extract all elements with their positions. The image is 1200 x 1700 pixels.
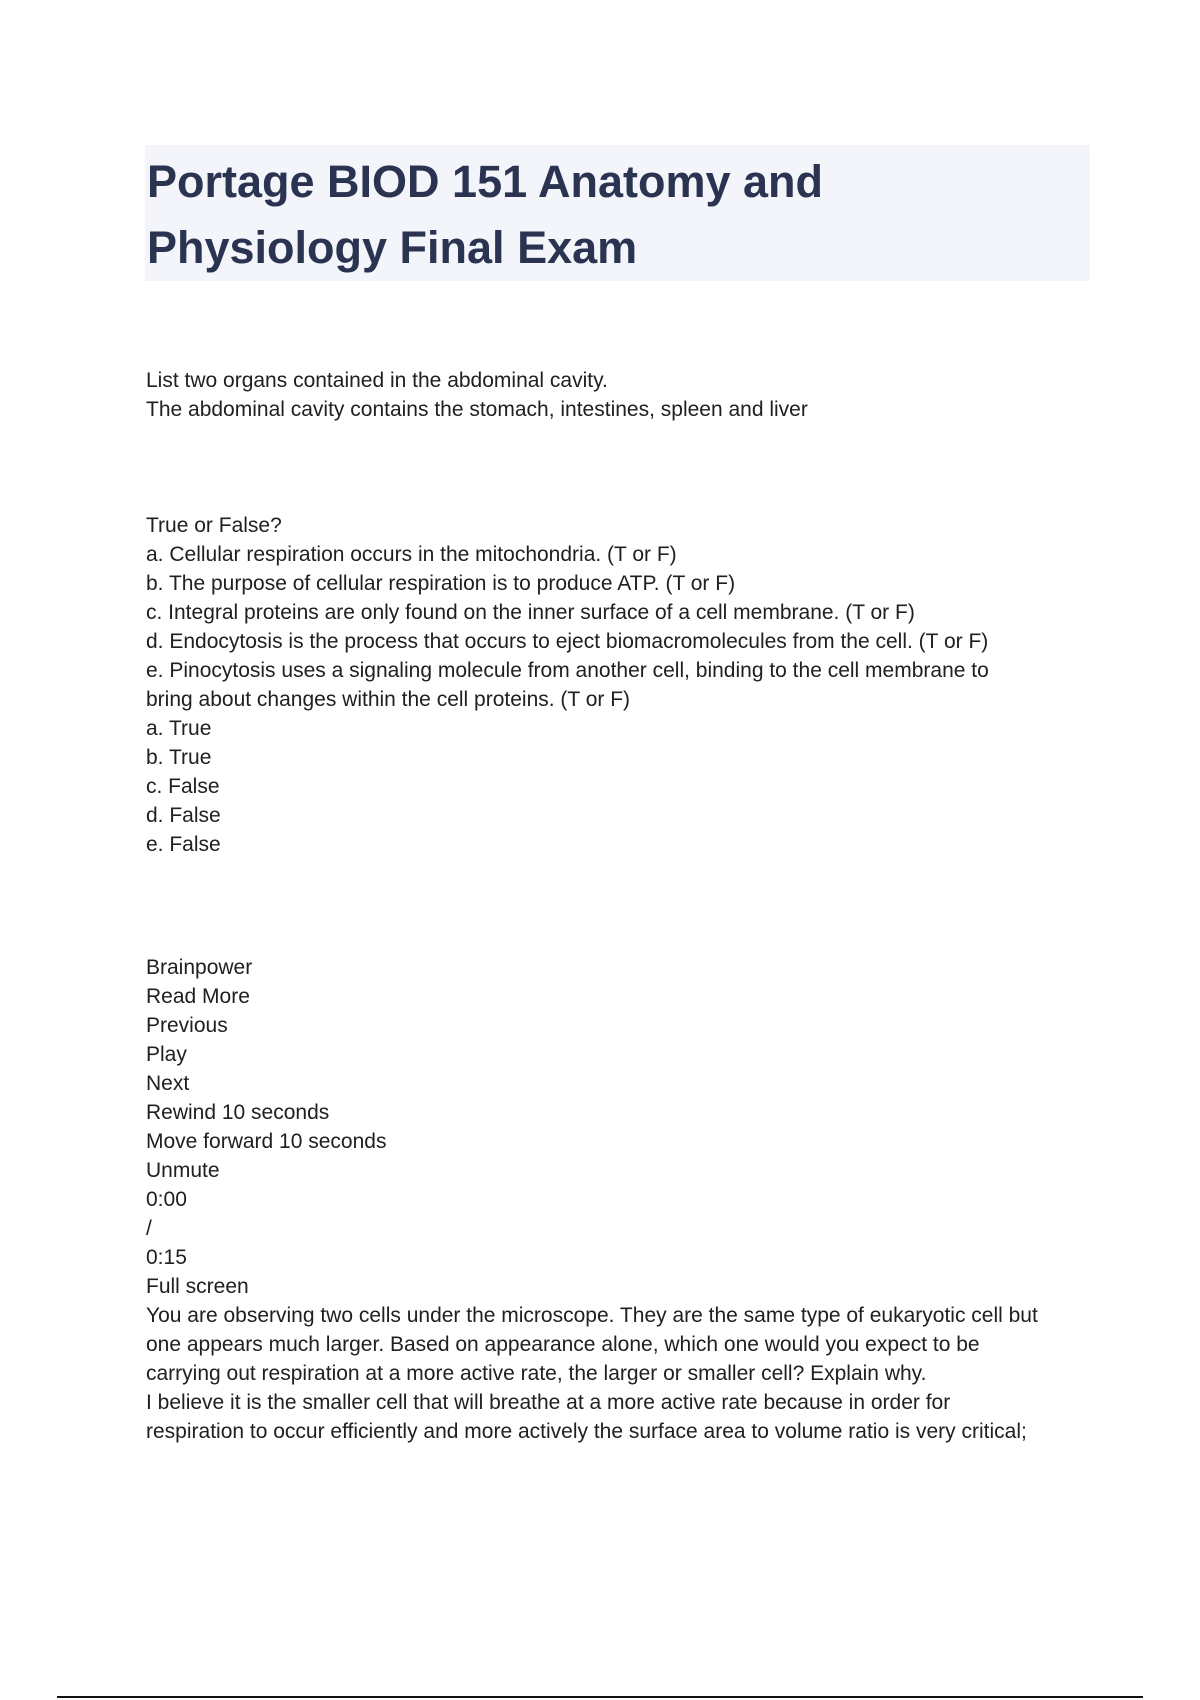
unmute-button[interactable]: Unmute	[146, 1159, 220, 1182]
play-button[interactable]: Play	[146, 1043, 187, 1066]
player-brand-label: Brainpower	[146, 956, 253, 979]
answer-line-1: I believe it is the smaller cell that will breathe at a more active rate because in order for	[146, 1391, 951, 1414]
statement-e: e. Pinocytosis uses a signaling molecule from another cell, binding to the cell membrane to	[146, 659, 989, 682]
question-line-3: carrying out respiration at a more active rate, the larger or smaller cell? Explain why.	[146, 1362, 927, 1385]
question-text: List two organs contained in the abdominal cavity.	[146, 369, 608, 392]
statement-d: d. Endocytosis is the process that occurs to eject biomacromolecules from the cell. (T or F)	[146, 630, 989, 653]
answer-d: d. False	[146, 804, 221, 827]
answer-line-2: respiration to occur efficiently and more actively the surface area to volume ratio is very critical;	[146, 1420, 1027, 1443]
question-true-false	[146, 511, 1106, 859]
previous-button[interactable]: Previous	[146, 1014, 228, 1037]
answer-a: a. True	[146, 717, 212, 740]
page-title	[147, 145, 1090, 281]
statement-c: c. Integral proteins are only found on the inner surface of a cell membrane. (T or F)	[146, 601, 915, 624]
statement-a: a. Cellular respiration occurs in the mitochondria. (T or F)	[146, 543, 677, 566]
answer-c: c. False	[146, 775, 220, 798]
answer-b: b. True	[146, 746, 212, 769]
title-line-2: Physiology Final Exam	[147, 222, 638, 273]
time-separator: /	[146, 1217, 152, 1240]
fullscreen-button[interactable]: Full screen	[146, 1275, 249, 1298]
current-time: 0:00	[146, 1188, 187, 1211]
title-banner	[145, 145, 1090, 281]
question-line-1: You are observing two cells under the microscope. They are the same type of eukaryotic cell but	[146, 1304, 1038, 1327]
answer-e: e. False	[146, 833, 221, 856]
question-abdominal-cavity	[146, 366, 1106, 424]
statement-e-continued: bring about changes within the cell proteins. (T or F)	[146, 688, 631, 711]
title-line-1: Portage BIOD 151 Anatomy and	[147, 156, 823, 207]
read-more-link[interactable]: Read More	[146, 985, 250, 1008]
duration: 0:15	[146, 1246, 187, 1269]
rewind-button[interactable]: Rewind 10 seconds	[146, 1101, 330, 1124]
video-player-and-question	[146, 953, 1106, 1446]
footer-divider	[57, 1696, 1143, 1698]
statement-b: b. The purpose of cellular respiration is to produce ATP. (T or F)	[146, 572, 736, 595]
next-button[interactable]: Next	[146, 1072, 190, 1095]
forward-button[interactable]: Move forward 10 seconds	[146, 1130, 387, 1153]
answer-text: The abdominal cavity contains the stomach, intestines, spleen and liver	[146, 398, 808, 421]
question-heading: True or False?	[146, 514, 282, 537]
question-line-2: one appears much larger. Based on appearance alone, which one would you expect to be	[146, 1333, 980, 1356]
